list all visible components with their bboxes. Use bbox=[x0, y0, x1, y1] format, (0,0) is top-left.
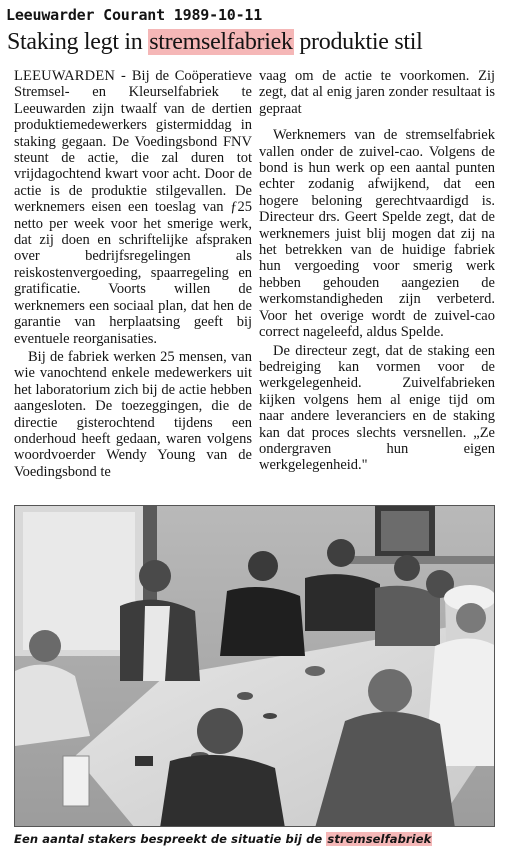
article-paragraph: Bij de fabriek werken 25 mensen, van wie vanochtend enkele medewerkers uit het laboratorium zich bij de actie hebben aangesloten. De toezeggingen, die de directie gisterochtend tijdens een onderhoud heeft gedaan, waren volgens woordvoerder Wendy Young van de Voedingsbond te bbox=[14, 348, 252, 480]
article-paragraph bbox=[14, 68, 252, 347]
newspaper-source: Leeuwarder Courant 1989-10-11 bbox=[6, 6, 263, 24]
headline-text-before: Staking legt in bbox=[7, 29, 149, 55]
caption-search-highlight: stremselfabriek bbox=[327, 832, 432, 846]
article-column-right bbox=[259, 68, 495, 474]
article-paragraph: vaag om de actie te voorkomen. Zij zegt, dat al enig jaren zonder resultaat is gepraat bbox=[259, 68, 495, 117]
article-column-left bbox=[14, 68, 252, 480]
photo-caption bbox=[14, 832, 432, 846]
meeting-photo bbox=[14, 505, 495, 827]
photo-caption-text: Een aantal stakers bespreekt de situatie bij de bbox=[14, 832, 327, 846]
headline-search-highlight: stremselfabriek bbox=[149, 29, 293, 55]
headline-text-after: produktie stil bbox=[293, 29, 423, 55]
article-headline bbox=[7, 27, 501, 57]
meeting-photo-illustration bbox=[15, 506, 495, 827]
article-paragraph-text: Bij de Coöperatieve Stremsel- en Kleurselfabriek te Leeuwarden zijn twaalf van de dertien produktiemedewerkers gistermiddag in staking gegaan. De Voedingsbond FNV steunt de actie, die zal duren tot vrijdagochtend kwart voor acht. Door de actie is de produktie stilgevallen. De werknemers eisen een toeslag van ƒ25 netto per week voor het smerige werk, dat zij doen en schriftelijke afspraken over bedrijfsregelingen als reiskostenvergoeding, spaarregeling en gratificatie. Voorts willen de werknemers een sociaal plan, dat hen de garantie van herplaatsing geeft bij eventuele reorganisaties. bbox=[14, 68, 252, 347]
article-paragraph: De directeur zegt, dat de staking een bedreiging kan vormen voor de werkgelegenheid. Zuivelfabrieken kijken volgens hem al enige tijd om naar andere leveranciers en de staking kan dat proces slechts versnellen. „Ze ondergraven hun eigen werkgelegenheid." bbox=[259, 342, 495, 474]
article-paragraph: Werknemers van de stremselfabriek vallen onder de zuivel-cao. Volgens de bond is hun werk op een aantal punten echter zodanig afwijkend, dat een hogere beloning gerechtvaardigd is. Directeur drs. Geert Spelde zegt, dat de werknemers juist blij mogen dat zij na het betrekken van de huidige fabriek hun vergoeding voor smerig werk hebben gehouden aangezien de werkomstandigheden zijn verbeterd. Voor het overige wordt de zuivel-cao correct nageleefd, aldus Spelde. bbox=[259, 127, 495, 341]
article-dateline: LEEUWARDEN - bbox=[14, 68, 132, 84]
